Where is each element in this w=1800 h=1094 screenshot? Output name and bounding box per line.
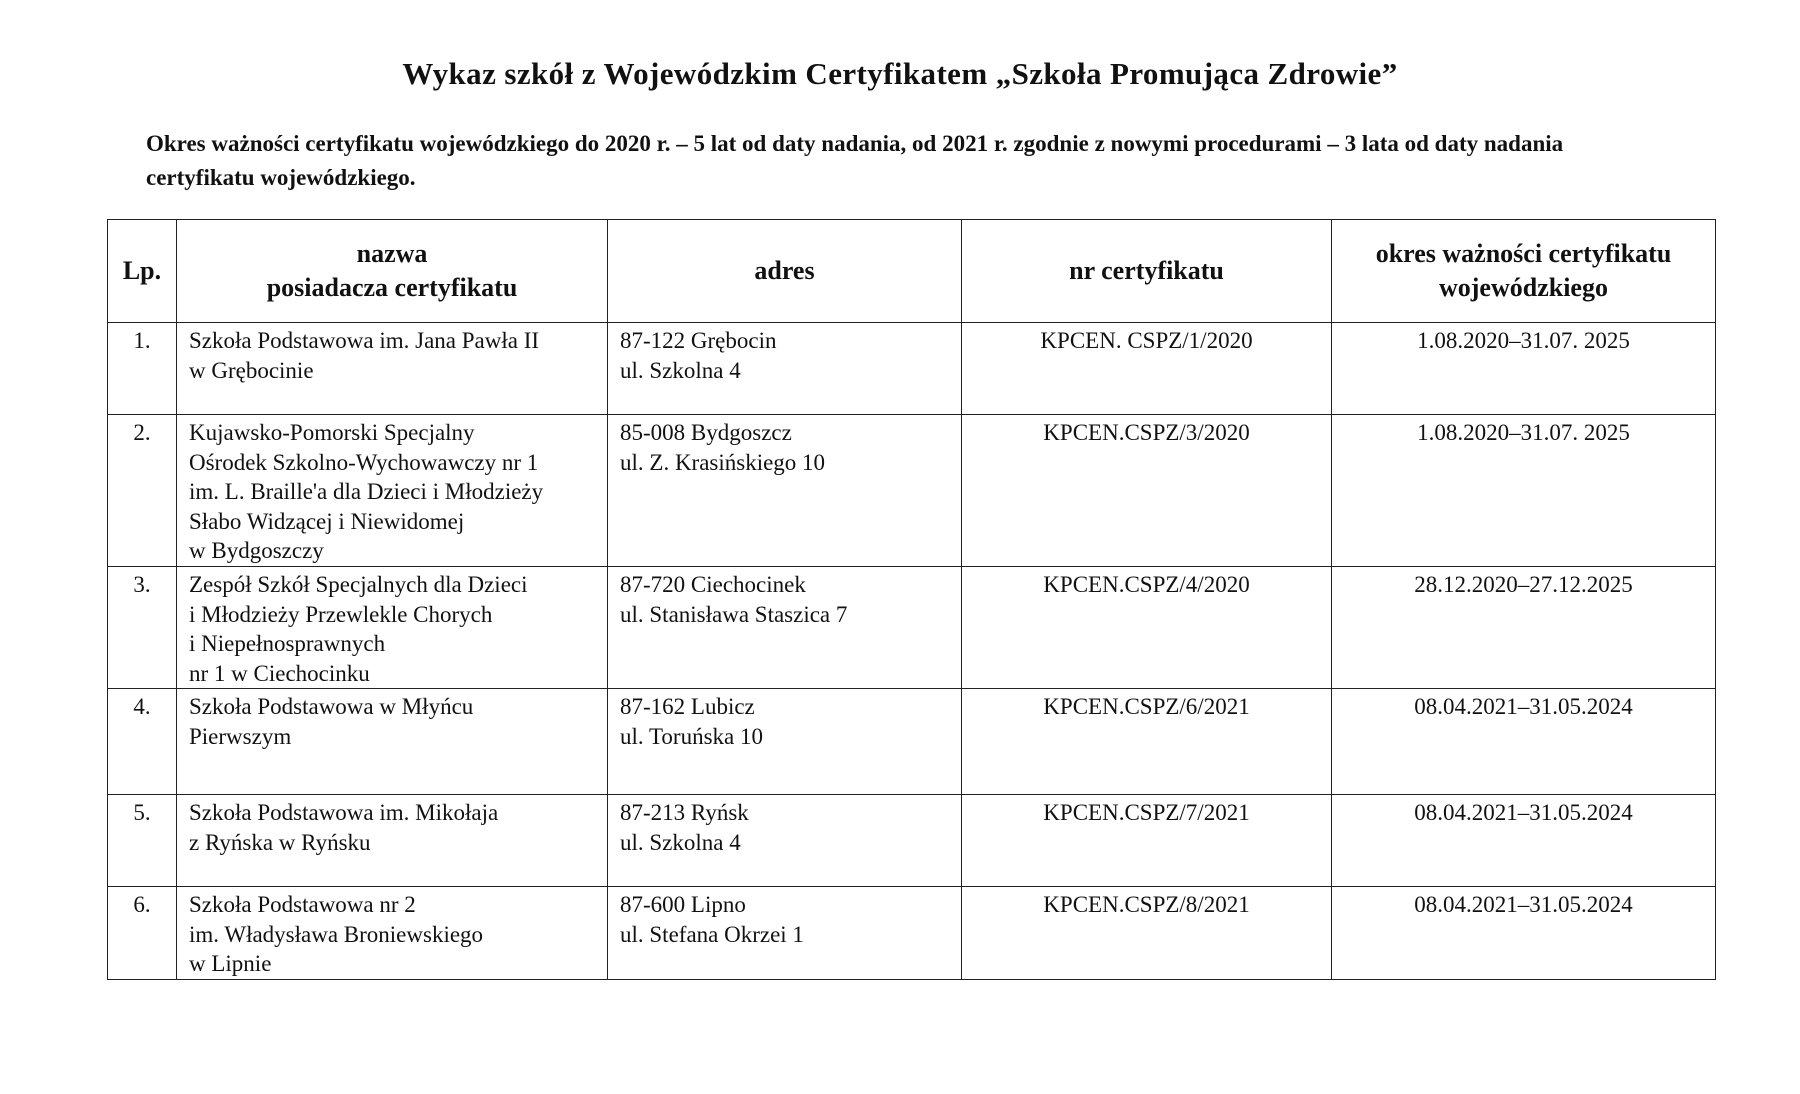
holder-name-line: Szkoła Podstawowa im. Mikołaja	[189, 800, 499, 825]
header-holder-name-line2: posiadacza certyfikatu	[266, 273, 518, 302]
address-line: ul. Szkolna 4	[620, 829, 741, 855]
address-line: ul. Stanisława Staszica 7	[620, 601, 848, 627]
holder-name-line: Zespół Szkół Specjalnych dla Dzieci	[189, 572, 528, 597]
address-line: 87-720 Ciechocinek	[620, 572, 806, 597]
holder-name-line: Szkoła Podstawowa w Młyńcu	[189, 694, 474, 719]
address-line: 87-162 Lubicz	[620, 694, 755, 719]
header-cert-number: nr certyfikatu	[962, 220, 1332, 323]
cell-holder-name	[177, 689, 608, 795]
holder-name-line: Pierwszym	[189, 723, 292, 749]
header-holder-name-line1: nazwa	[356, 239, 428, 268]
cell-holder-name	[177, 323, 608, 415]
holder-name-line: i Młodzieży Przewlekle Chorych	[189, 601, 493, 627]
table-row	[108, 795, 1716, 887]
holder-name-line: z Ryńska w Ryńsku	[189, 829, 371, 855]
table-row	[108, 689, 1716, 795]
cell-address	[608, 415, 962, 567]
cell-cert-number: KPCEN.CSPZ/8/2021	[962, 887, 1332, 980]
header-validity-line1: okres ważności certyfikatu	[1375, 239, 1672, 268]
table-header-row	[108, 220, 1716, 323]
cell-lp: 1.	[108, 323, 177, 415]
address-line: ul. Szkolna 4	[620, 357, 741, 383]
address-line: 87-600 Lipno	[620, 892, 746, 917]
cell-validity: 08.04.2021–31.05.2024	[1332, 887, 1716, 980]
cell-cert-number: KPCEN.CSPZ/3/2020	[962, 415, 1332, 567]
holder-name-line: w Lipnie	[189, 951, 272, 976]
cell-validity: 28.12.2020–27.12.2025	[1332, 567, 1716, 689]
header-address: adres	[608, 220, 962, 323]
holder-name-line: w Grębocinie	[189, 357, 314, 383]
cell-holder-name	[177, 795, 608, 887]
cell-address	[608, 567, 962, 689]
header-lp: Lp.	[108, 220, 177, 323]
holder-name-line: Ośrodek Szkolno-Wychowawczy nr 1	[189, 449, 539, 475]
table-row	[108, 567, 1716, 689]
cell-validity: 1.08.2020–31.07. 2025	[1332, 415, 1716, 567]
holder-name-line: nr 1 w Ciechocinku	[189, 660, 370, 686]
table-row	[108, 323, 1716, 415]
cell-holder-name	[177, 567, 608, 689]
address-line: ul. Stefana Okrzei 1	[620, 921, 804, 947]
address-line: 87-122 Grębocin	[620, 328, 777, 353]
table-row	[108, 887, 1716, 980]
cell-cert-number: KPCEN. CSPZ/1/2020	[962, 323, 1332, 415]
page-title: Wykaz szkół z Wojewódzkim Certyfikatem „Szkoła Promująca Zdrowie”	[402, 56, 1398, 91]
holder-name-line: Słabo Widzącej i Niewidomej	[189, 508, 465, 534]
header-holder-name	[177, 220, 608, 323]
holder-name-line: Szkoła Podstawowa nr 2	[189, 892, 416, 917]
cell-address	[608, 887, 962, 980]
address-line: 87-213 Ryńsk	[620, 800, 749, 825]
header-validity-line2: wojewódzkiego	[1439, 273, 1608, 302]
holder-name-line: im. L. Braille'a dla Dzieci i Młodzieży	[189, 479, 544, 504]
cell-holder-name	[177, 887, 608, 980]
cell-validity: 08.04.2021–31.05.2024	[1332, 795, 1716, 887]
cell-cert-number: KPCEN.CSPZ/4/2020	[962, 567, 1332, 689]
table-row	[108, 415, 1716, 567]
cell-address	[608, 689, 962, 795]
cell-cert-number: KPCEN.CSPZ/7/2021	[962, 795, 1332, 887]
cell-lp: 4.	[108, 689, 177, 795]
certificates-table	[107, 219, 1716, 980]
cell-lp: 3.	[108, 567, 177, 689]
cell-address	[608, 323, 962, 415]
address-line: 85-008 Bydgoszcz	[620, 420, 792, 445]
address-line: ul. Toruńska 10	[620, 723, 763, 749]
holder-name-line: i Niepełnosprawnych	[189, 631, 386, 656]
holder-name-line: w Bydgoszczy	[189, 538, 324, 563]
cell-cert-number: KPCEN.CSPZ/6/2021	[962, 689, 1332, 795]
header-validity	[1332, 220, 1716, 323]
holder-name-line: im. Władysława Broniewskiego	[189, 921, 484, 947]
cell-validity: 1.08.2020–31.07. 2025	[1332, 323, 1716, 415]
address-line: ul. Z. Krasińskiego 10	[620, 449, 826, 475]
holder-name-line: Kujawsko-Pomorski Specjalny	[189, 420, 475, 445]
cell-validity: 08.04.2021–31.05.2024	[1332, 689, 1716, 795]
cell-lp: 5.	[108, 795, 177, 887]
validity-note: Okres ważności certyfikatu wojewódzkiego do 2020 r. – 5 lat od daty nadania, od 2021 r. zgodnie z nowymi procedurami – 3 lata od daty nadania certyfikatu wojewódzkiego.	[146, 131, 1564, 190]
cell-lp: 2.	[108, 415, 177, 567]
cell-address	[608, 795, 962, 887]
cell-lp: 6.	[108, 887, 177, 980]
cell-holder-name	[177, 415, 608, 567]
holder-name-line: Szkoła Podstawowa im. Jana Pawła II	[189, 328, 540, 353]
